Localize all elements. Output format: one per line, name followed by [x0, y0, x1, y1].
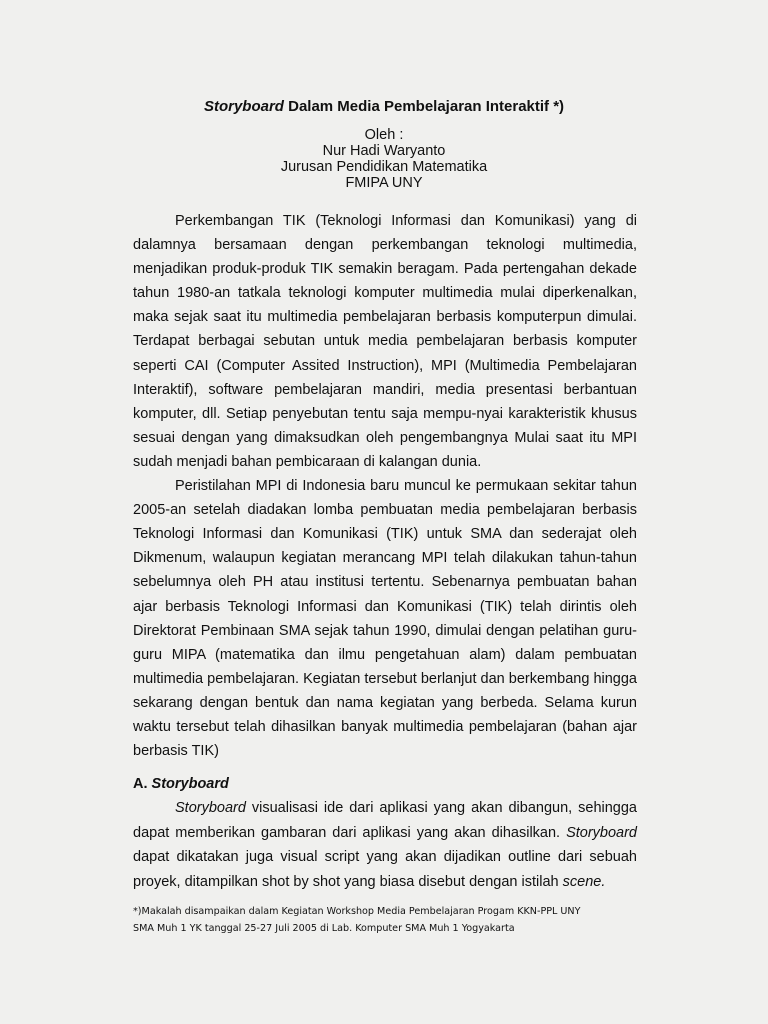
footnote-line-2: SMA Muh 1 YK tanggal 25-27 Juli 2005 di Lab. Komputer SMA Muh 1 Yogyakarta [133, 923, 515, 934]
author-block [0, 127, 768, 191]
section-term-2: Storyboard [566, 824, 637, 841]
paragraph-1: Perkembangan TIK (Teknologi Informasi dan Komunikasi) yang di dalamnya bersamaan dengan perkembangan teknologi multimedia, menjadikan produk-produk TIK semakin beragam. Pada pertengahan dekade tahun 1980-an tatkala teknologi komputer multimedia mulai diperkenalkan, maka sejak saat itu multimedia pembelajaran berbasis komputerpun dimulai. Terdapat berbagai sebutan untuk media pembelajaran berbasis komputer seperti CAI (Computer Assited Instruction), MPI (Multimedia Pembelajaran Interaktif), software pembelajaran mandiri, media presentasi berbantuan komputer, dll. Setiap penyebutan tentu saja mempu-nyai karakteristik khusus sesuai dengan yang dimaksudkan oleh pengembangnya Mulai saat itu MPI sudah menjadi bahan pembicaraan di kalangan dunia. [133, 213, 637, 470]
section-heading [133, 775, 229, 793]
section-text-1: visualisasi ide dari aplikasi yang akan dibangun, sehingga dapat memberikan gambaran dari aplikasi yang akan dihasilkan. [133, 800, 637, 841]
author-name: Nur Hadi Waryanto [322, 143, 446, 159]
footnote-line-1: *)Makalah disampaikan dalam Kegiatan Workshop Media Pembelajaran Progam KKN-PPL UNY [133, 906, 581, 917]
document-title [0, 98, 768, 116]
section-title: Storyboard [151, 776, 229, 792]
author-department: Jurusan Pendidikan Matematika [280, 159, 488, 175]
title-rest: Dalam Media Pembelajaran Interaktif *) [283, 98, 565, 115]
author-faculty: FMIPA UNY [345, 175, 423, 191]
paragraph-2: Peristilahan MPI di Indonesia baru muncul ke permukaan sekitar tahun 2005-an setelah diadakan lomba pembuatan media pembelajaran berbasis Teknologi Informasi dan Komunikasi (TIK) untuk SMA dan sederajat oleh Dikmenum, walaupun kegiatan merancang MPI telah dilakukan tahun-tahun sebelumnya oleh PH atau institusi tertentu. Sebenarnya pembuatan bahan ajar berbasis Teknologi Informasi dan Komunikasi (TIK) telah dirintis oleh Direktorat Pembinaan SMA sejak tahun 1990, dimulai dengan pelatihan guru-guru MIPA (matematika dan ilmu pengetahuan alam) dalam pembuatan multimedia pembelajaran. Kegiatan tersebut berlanjut dan berkembang hingga sekarang dengan bentuk dan nama kegiatan yang berbeda. Selama kurun waktu tersebut telah dihasilkan banyak multimedia pembelajaran (bahan ajar berbasis TIK) [133, 478, 637, 760]
section-body [133, 796, 637, 894]
footnote [133, 903, 653, 937]
author-by-label: Oleh : [364, 127, 404, 143]
section-number: A. [133, 776, 152, 792]
section-text-2: dapat dikatakan juga visual script yang akan dijadikan outline dari sebuah proyek, ditampilkan shot by shot yang biasa disebut dengan istilah [133, 849, 637, 890]
section-term-3: scene. [562, 873, 606, 890]
section-term-1: Storyboard [175, 800, 246, 816]
title-italic: Storyboard [203, 98, 284, 115]
intro-body [133, 209, 637, 763]
section-paragraph [133, 796, 637, 894]
